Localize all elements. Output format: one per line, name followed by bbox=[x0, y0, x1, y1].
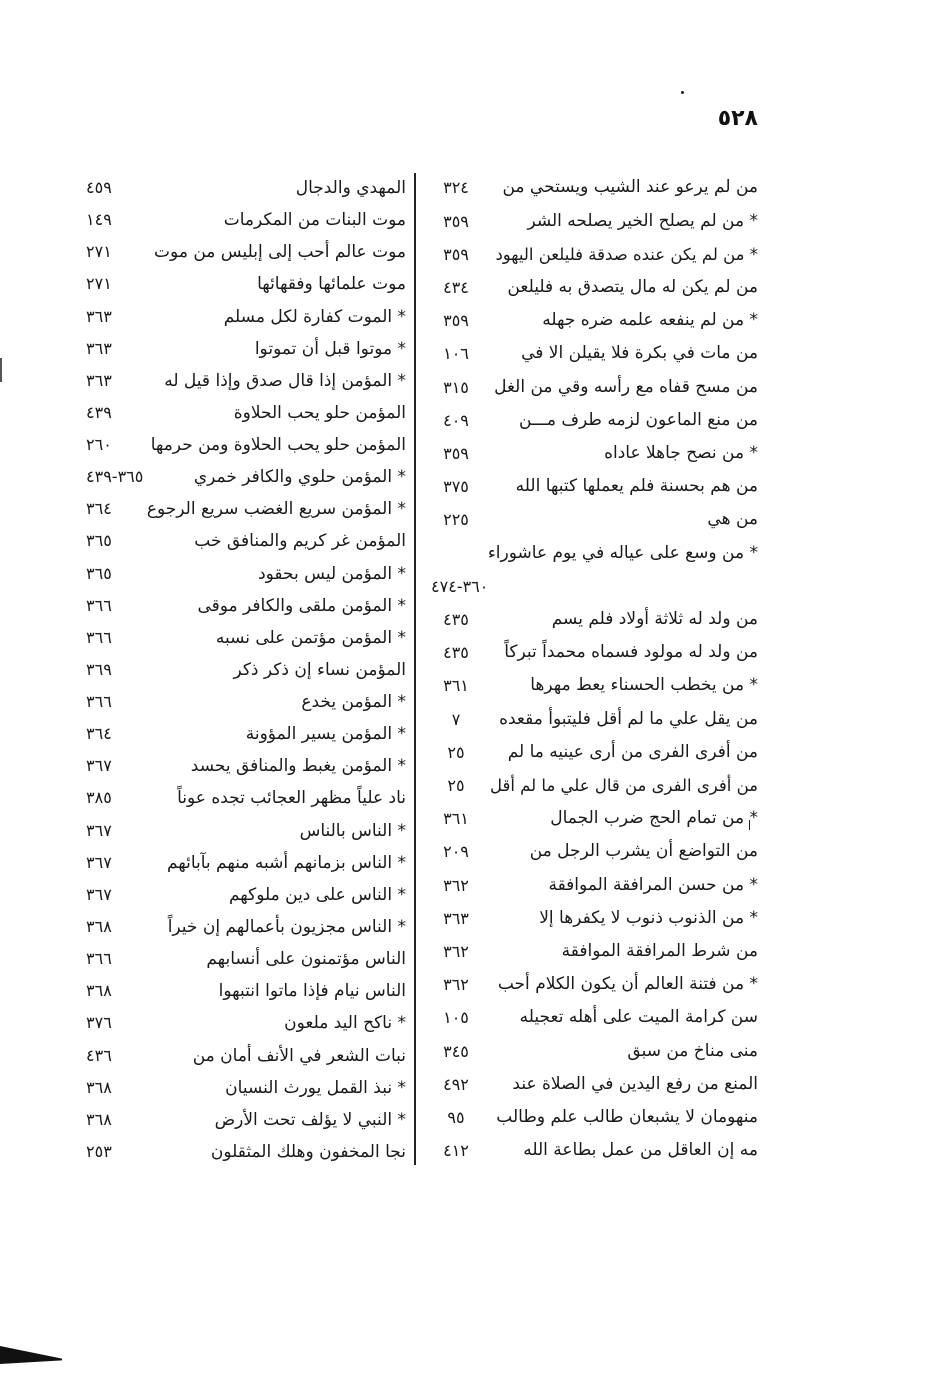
entry-text: من أفرى الفرى من أرى عينيه ما لم bbox=[507, 741, 758, 762]
entry-page-number: ١٤٩ bbox=[86, 210, 112, 230]
left-col-entry bbox=[80, 268, 410, 300]
left-col-entry bbox=[80, 782, 410, 814]
entry-text: من مسح قفاه مع رأسه وقي من الغل bbox=[494, 376, 758, 397]
entry-text: * الموت كفارة لكل مسلم bbox=[223, 306, 406, 327]
left-col-entry bbox=[80, 943, 410, 975]
entry-text: من هي bbox=[707, 509, 758, 530]
entry-text: * المؤمن حلوي والكافر خمري bbox=[193, 467, 406, 488]
entry-text: * نبذ القمل يورث النسيان bbox=[225, 1077, 406, 1098]
entry-page-number: ٣٢٤ bbox=[443, 178, 469, 198]
entry-text: * من لم يصلح الخير يصلحه الشر bbox=[527, 210, 758, 231]
right-col-entry bbox=[420, 669, 765, 702]
entry-text: * المؤمن يخدع bbox=[301, 692, 406, 713]
right-col-entry bbox=[420, 736, 765, 769]
entry-text: المنع من رفع اليدين في الصلاة عند bbox=[512, 1073, 758, 1094]
entry-page-number: ٣٦٦ bbox=[86, 595, 112, 615]
entry-page-number: ٣٨٥ bbox=[86, 788, 112, 808]
entry-page-number: ٤٥٩ bbox=[86, 178, 112, 197]
entry-page-number: ٤١٢ bbox=[443, 1141, 469, 1161]
entry-page-number: ٣٥٩ bbox=[443, 311, 469, 331]
entry-text: المؤمن نساء إن ذكر ذكر bbox=[233, 659, 406, 680]
entry-text: المؤمن حلو يحب الحلاوة bbox=[233, 402, 406, 423]
left-col-entry bbox=[80, 558, 410, 590]
entry-text: * المؤمن يغبط والمنافق يحسد bbox=[190, 756, 406, 777]
right-col-entry bbox=[420, 537, 765, 570]
entry-text: من لم يكن له مال يتصدق به فليلعن bbox=[507, 277, 758, 297]
entry-page-number: ٣٦٧ bbox=[86, 756, 112, 776]
entry-text: * من لم ينفعه علمه ضره جهله bbox=[542, 310, 758, 331]
right-col-entry bbox=[420, 802, 765, 835]
left-col-entry bbox=[80, 236, 410, 268]
entry-page-number: ٣٦٥ bbox=[86, 563, 112, 583]
left-col-entry bbox=[80, 333, 410, 365]
right-col-entry bbox=[420, 470, 765, 503]
entry-page-number: ٣٦٣ bbox=[86, 338, 112, 358]
left-col-entry bbox=[80, 493, 410, 525]
right-col-entry bbox=[420, 1101, 765, 1134]
entry-page-number: ٤٣٤ bbox=[443, 278, 469, 297]
entry-page-number: ٤٣٦ bbox=[86, 1045, 112, 1065]
entry-text: المهدي والدجال bbox=[295, 178, 406, 198]
entry-text: * من لم يكن عنده صدقة فليلعن اليهود bbox=[495, 244, 758, 264]
entry-page-number: ٣٦٥ bbox=[86, 531, 112, 551]
entry-page-number: ٣٦٢ bbox=[443, 942, 469, 961]
entry-page-number: ٣٦٣ bbox=[443, 908, 469, 928]
entry-text: من مات في بكرة فلا يقيلن الا في bbox=[521, 343, 758, 364]
entry-text: منهومان لا يشبعان طالب علم وطالب bbox=[496, 1107, 758, 1127]
entry-page-number: ٤٣٩ bbox=[86, 402, 112, 422]
right-col-entry bbox=[420, 371, 765, 404]
scan-corner-stroke bbox=[0, 1346, 62, 1364]
entry-page-number: ٣٦٦ bbox=[86, 692, 112, 712]
entry-text: منى مناخ من سبق bbox=[627, 1040, 758, 1061]
entry-text: * المؤمن يسير المؤونة bbox=[245, 724, 406, 745]
entry-page-number: ٢٥٣ bbox=[86, 1141, 112, 1161]
right-col-entry bbox=[420, 570, 765, 603]
entry-page-number: ٢٢٥ bbox=[443, 510, 469, 530]
entry-text: الناس نيام فإذا ماتوا انتبهوا bbox=[218, 981, 406, 1002]
entry-page-number: ٣٦٨ bbox=[86, 916, 112, 936]
left-col-entry bbox=[80, 718, 410, 750]
entry-page-number: ٣٧٦ bbox=[86, 1013, 112, 1033]
right-col-entry bbox=[420, 902, 765, 935]
entry-text: سن كرامة الميت على أهله تعجيله bbox=[519, 1007, 758, 1028]
entry-page-number: ٧ bbox=[451, 709, 461, 729]
right-col-entry bbox=[420, 1001, 765, 1034]
entry-text: * المؤمن ملقى والكافر موقى bbox=[197, 595, 406, 616]
entry-text: من لم يرعو عند الشيب ويستحي من bbox=[502, 177, 758, 198]
entry-page-number: ٣٦٧ bbox=[86, 820, 112, 840]
left-col-entry bbox=[80, 429, 410, 461]
entry-page-number: ٣٦٨ bbox=[86, 1109, 112, 1129]
entry-page-number: ٣٦٣ bbox=[86, 306, 112, 326]
entry-page-number: ٣٦٠-٤٧٤ bbox=[431, 576, 489, 596]
left-col-entry bbox=[80, 590, 410, 622]
entry-text: * المؤمن سريع الغضب سريع الرجوع bbox=[146, 499, 406, 520]
right-col-entry bbox=[420, 835, 765, 868]
left-col-entry bbox=[80, 686, 410, 718]
entry-text: من ولد له مولود فسماه محمداً تبركاً bbox=[504, 642, 758, 663]
entry-text: * من يخطب الحسناء يعط مهرها bbox=[530, 675, 758, 696]
entry-text: * المؤمن مؤتمن على نسبه bbox=[215, 627, 406, 648]
entry-page-number: ٣٥٩ bbox=[443, 211, 469, 231]
entry-text: * الناس على دين ملوكهم bbox=[228, 884, 406, 905]
entry-text: * من حسن المرافقة الموافقة bbox=[548, 874, 758, 895]
entry-text: من التواضع أن يشرب الرجل من bbox=[529, 841, 758, 862]
scan-speck bbox=[681, 91, 684, 94]
entry-text: من أفرى الفرى من قال علي ما لم أقل bbox=[489, 776, 758, 795]
right-col-entry bbox=[420, 171, 765, 204]
left-col-entry bbox=[80, 397, 410, 429]
entry-page-number: ١٠٥ bbox=[443, 1008, 469, 1028]
entry-page-number: ٣٦٤ bbox=[86, 724, 112, 744]
left-col-entry bbox=[80, 815, 410, 847]
left-col-entry bbox=[80, 1104, 410, 1136]
entry-page-number: ٢٠٩ bbox=[443, 842, 469, 862]
entry-page-number: ٢٥ bbox=[447, 776, 465, 795]
entry-page-number: ٣٦٦ bbox=[86, 627, 112, 647]
entry-page-number: ٤٩٢ bbox=[443, 1074, 469, 1094]
entry-page-number: ٣٦٤ bbox=[86, 499, 112, 519]
entry-page-number: ٣٦٢ bbox=[443, 975, 469, 995]
right-col-entry bbox=[420, 503, 765, 536]
entry-page-number: ٢٧١ bbox=[86, 242, 112, 262]
entry-text: * من وسع على عياله في يوم عاشوراء bbox=[488, 542, 758, 563]
entry-page-number: ٣٦١ bbox=[443, 809, 469, 829]
left-col-entry bbox=[80, 622, 410, 654]
left-col-entry bbox=[80, 1040, 410, 1072]
left-col-entry bbox=[80, 525, 410, 557]
entry-text: * الناس مجزيون بأعمالهم إن خيراً bbox=[167, 916, 406, 937]
left-col-entry bbox=[80, 1007, 410, 1039]
left-col-entry bbox=[80, 911, 410, 943]
entry-text: * الناس بالناس bbox=[299, 820, 406, 841]
entry-page-number: ٤٣٥ bbox=[443, 610, 469, 629]
entry-text: المؤمن حلو يحب الحلاوة ومن حرمها bbox=[150, 435, 406, 456]
entry-page-number: ٣٥٩ bbox=[443, 444, 469, 463]
right-col-entry bbox=[420, 603, 765, 636]
left-col-entry bbox=[80, 365, 410, 397]
entry-text: مه إن العاقل من عمل بطاعة الله bbox=[523, 1140, 758, 1161]
left-col-entry bbox=[80, 461, 410, 493]
entry-text: من يقل علي ما لم أقل فليتبوأ مقعده bbox=[499, 708, 758, 729]
right-col-entry bbox=[420, 337, 765, 370]
entry-page-number: ٣٦٩ bbox=[86, 659, 112, 679]
right-col-entry bbox=[420, 304, 765, 337]
entry-text: * من فتنة العالم أن يكون الكلام أحب bbox=[497, 974, 758, 995]
right-col-entry bbox=[420, 404, 765, 437]
left-col-entry bbox=[80, 975, 410, 1007]
entry-text: موت عالم أحب إلى إبليس من موت bbox=[154, 242, 406, 263]
right-col-entry bbox=[420, 968, 765, 1001]
entry-page-number: ٣٦٨ bbox=[86, 981, 112, 1001]
column-divider bbox=[414, 173, 416, 1165]
right-col-entry bbox=[420, 703, 765, 736]
entry-text: من شرط المرافقة الموافقة bbox=[561, 941, 758, 961]
entry-page-number: ٣٦٥-٤٣٩ bbox=[86, 467, 144, 487]
right-col-entry bbox=[420, 935, 765, 968]
left-col-entry bbox=[80, 750, 410, 782]
right-col-entry bbox=[420, 636, 765, 669]
entry-text: الناس مؤتمنون على أنسابهم bbox=[206, 949, 406, 970]
left-col-entry bbox=[80, 301, 410, 333]
entry-page-number: ٣٦٦ bbox=[86, 949, 112, 969]
entry-text: * النبي لا يؤلف تحت الأرض bbox=[214, 1109, 406, 1130]
entry-page-number: ٣٤٥ bbox=[443, 1041, 469, 1061]
right-col-entry bbox=[420, 205, 765, 238]
page-number: ٥٢٨ bbox=[717, 106, 758, 131]
entry-page-number: ٣٦١ bbox=[443, 676, 469, 696]
entry-page-number: ١٠٦ bbox=[443, 344, 469, 364]
left-col-entry bbox=[80, 847, 410, 879]
entry-text: موت البنات من المكرمات bbox=[223, 210, 406, 231]
right-col-entry bbox=[420, 238, 765, 271]
entry-text: * من تمام الحج ضرب الجمال bbox=[550, 808, 758, 829]
left-col-entry bbox=[80, 879, 410, 911]
entry-page-number: ٤٠٩ bbox=[443, 410, 469, 430]
entry-page-number: ٣١٥ bbox=[443, 377, 469, 397]
entry-page-number: ٣٦٣ bbox=[86, 370, 112, 390]
left-col-entry bbox=[80, 204, 410, 236]
entry-page-number: ٣٦٧ bbox=[86, 884, 112, 904]
entry-text: من ولد له ثلاثة أولاد فلم يسم bbox=[551, 609, 758, 629]
right-col-entry bbox=[420, 1068, 765, 1101]
entry-text: * ناكح اليد ملعون bbox=[284, 1013, 406, 1034]
entry-text: * موتوا قبل أن تموتوا bbox=[254, 338, 406, 359]
left-col-entry bbox=[80, 1072, 410, 1104]
entry-text: * المؤمن إذا قال صدق وإذا قيل له bbox=[164, 370, 406, 391]
left-col-entry bbox=[80, 1136, 410, 1168]
right-col-entry bbox=[420, 1035, 765, 1068]
entry-text: المؤمن غر كريم والمنافق خب bbox=[194, 531, 406, 552]
entry-page-number: ٢٦٠ bbox=[86, 435, 112, 455]
left-col-entry bbox=[80, 654, 410, 686]
entry-text: * الناس بزمانهم أشبه منهم بآبائهم bbox=[166, 852, 406, 873]
entry-page-number: ٣٦٨ bbox=[86, 1077, 112, 1097]
left-col-entry bbox=[80, 172, 410, 204]
right-col-entry bbox=[420, 869, 765, 902]
right-col-entry bbox=[420, 769, 765, 802]
entry-text: * المؤمن ليس بحقود bbox=[258, 563, 406, 584]
right-col-entry bbox=[420, 437, 765, 470]
entry-text: من منع الماعون لزمه طرف مـــن bbox=[519, 409, 758, 430]
entry-page-number: ٣٥٩ bbox=[443, 244, 469, 264]
right-col-entry bbox=[420, 271, 765, 304]
entry-text: * من الذنوب ذنوب لا يكفرها إلا bbox=[539, 907, 758, 928]
entry-page-number: ٣٧٥ bbox=[443, 477, 469, 497]
entry-text: * من نصح جاهلا عاداه bbox=[604, 443, 758, 463]
entry-page-number: ٣٦٢ bbox=[443, 875, 469, 895]
entry-text: من هم بحسنة فلم يعملها كتبها الله bbox=[515, 476, 758, 497]
entry-text: نجا المخفون وهلك المثقلون bbox=[210, 1141, 406, 1162]
scan-edge-mark bbox=[0, 358, 2, 382]
right-col-entry bbox=[420, 1134, 765, 1167]
entry-text: موت علمائها وفقهائها bbox=[257, 274, 406, 295]
entry-page-number: ٩٥ bbox=[447, 1108, 465, 1127]
entry-page-number: ٣٦٧ bbox=[86, 852, 112, 872]
entry-text: ناد علياً مظهر العجائب تجده عوناً bbox=[177, 788, 406, 809]
entry-page-number: ٤٣٥ bbox=[443, 643, 469, 663]
entry-text: نبات الشعر في الأنف أمان من bbox=[192, 1045, 406, 1066]
entry-page-number: ٢٧١ bbox=[86, 274, 112, 294]
entry-page-number: ٢٥ bbox=[447, 742, 465, 762]
